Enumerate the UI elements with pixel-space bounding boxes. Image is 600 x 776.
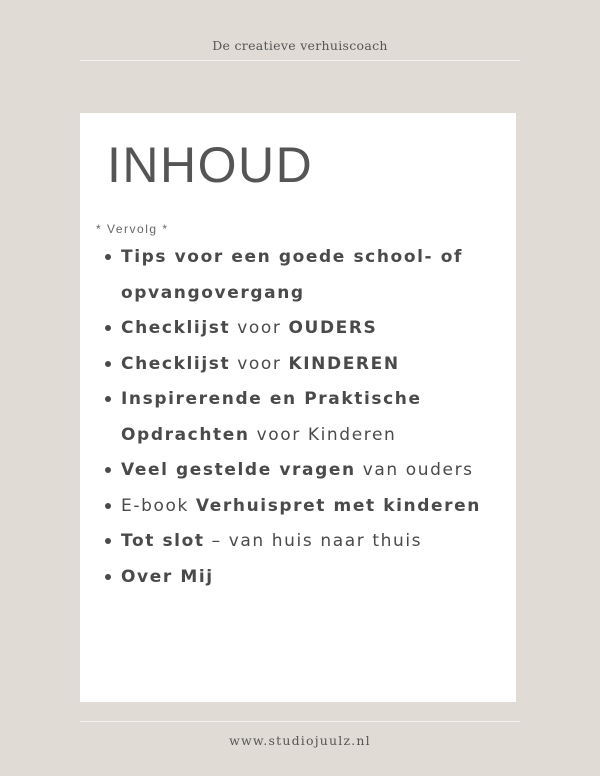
toc-item-over-mij bbox=[80, 560, 516, 596]
toc-item-tot-slot bbox=[80, 524, 516, 560]
bullet-icon bbox=[105, 467, 111, 473]
toc-item-text: voor bbox=[230, 353, 289, 374]
toc-item-bold: Checklijst bbox=[121, 318, 231, 338]
toc-item-bold: Tips voor een goede school- of opvangovergang bbox=[121, 247, 463, 303]
toc-item-text: – van huis naar thuis bbox=[204, 531, 423, 551]
footer-divider bbox=[80, 721, 520, 722]
bullet-icon bbox=[105, 538, 111, 544]
bullet-icon bbox=[105, 503, 111, 509]
content-card bbox=[80, 113, 516, 702]
toc-item-text: E-book bbox=[121, 495, 196, 516]
toc-item-bold: OUDERS bbox=[288, 318, 378, 338]
toc-item-bold: Tot slot bbox=[121, 531, 205, 551]
toc-item-opdrachten bbox=[80, 382, 516, 453]
toc-item-bold: Inspirerende en Praktische Opdrachten bbox=[121, 389, 422, 445]
toc-item-checklist-ouders bbox=[80, 311, 516, 347]
toc-item-text: voor bbox=[230, 318, 289, 338]
bullet-icon bbox=[105, 254, 111, 260]
bullet-icon bbox=[105, 574, 111, 580]
toc-item-bold: Veel gestelde vragen bbox=[121, 460, 356, 480]
toc-list bbox=[80, 240, 516, 595]
toc-item-text: voor Kinderen bbox=[249, 424, 397, 445]
toc-item-vragen bbox=[80, 453, 516, 489]
toc-item-ebook bbox=[80, 489, 516, 525]
header-brand: De creatieve verhuiscoach bbox=[212, 38, 388, 53]
footer-website: www.studiojuulz.nl bbox=[229, 733, 371, 748]
toc-item-bold: KINDEREN bbox=[288, 353, 400, 374]
header-divider bbox=[80, 60, 520, 61]
bullet-icon bbox=[105, 396, 111, 402]
bullet-icon bbox=[105, 325, 111, 331]
toc-item-text: van ouders bbox=[355, 460, 474, 480]
toc-item-tips bbox=[80, 240, 516, 311]
toc-item-checklist-kinderen bbox=[80, 347, 516, 383]
toc-item-bold: Over Mij bbox=[121, 566, 214, 587]
subtitle: * Vervolg * bbox=[96, 222, 169, 236]
page-title: INHOUD bbox=[107, 137, 314, 193]
toc-item-bold: Checklijst bbox=[121, 353, 231, 374]
toc-item-bold: Verhuispret met kinderen bbox=[195, 495, 481, 516]
bullet-icon bbox=[105, 361, 111, 367]
